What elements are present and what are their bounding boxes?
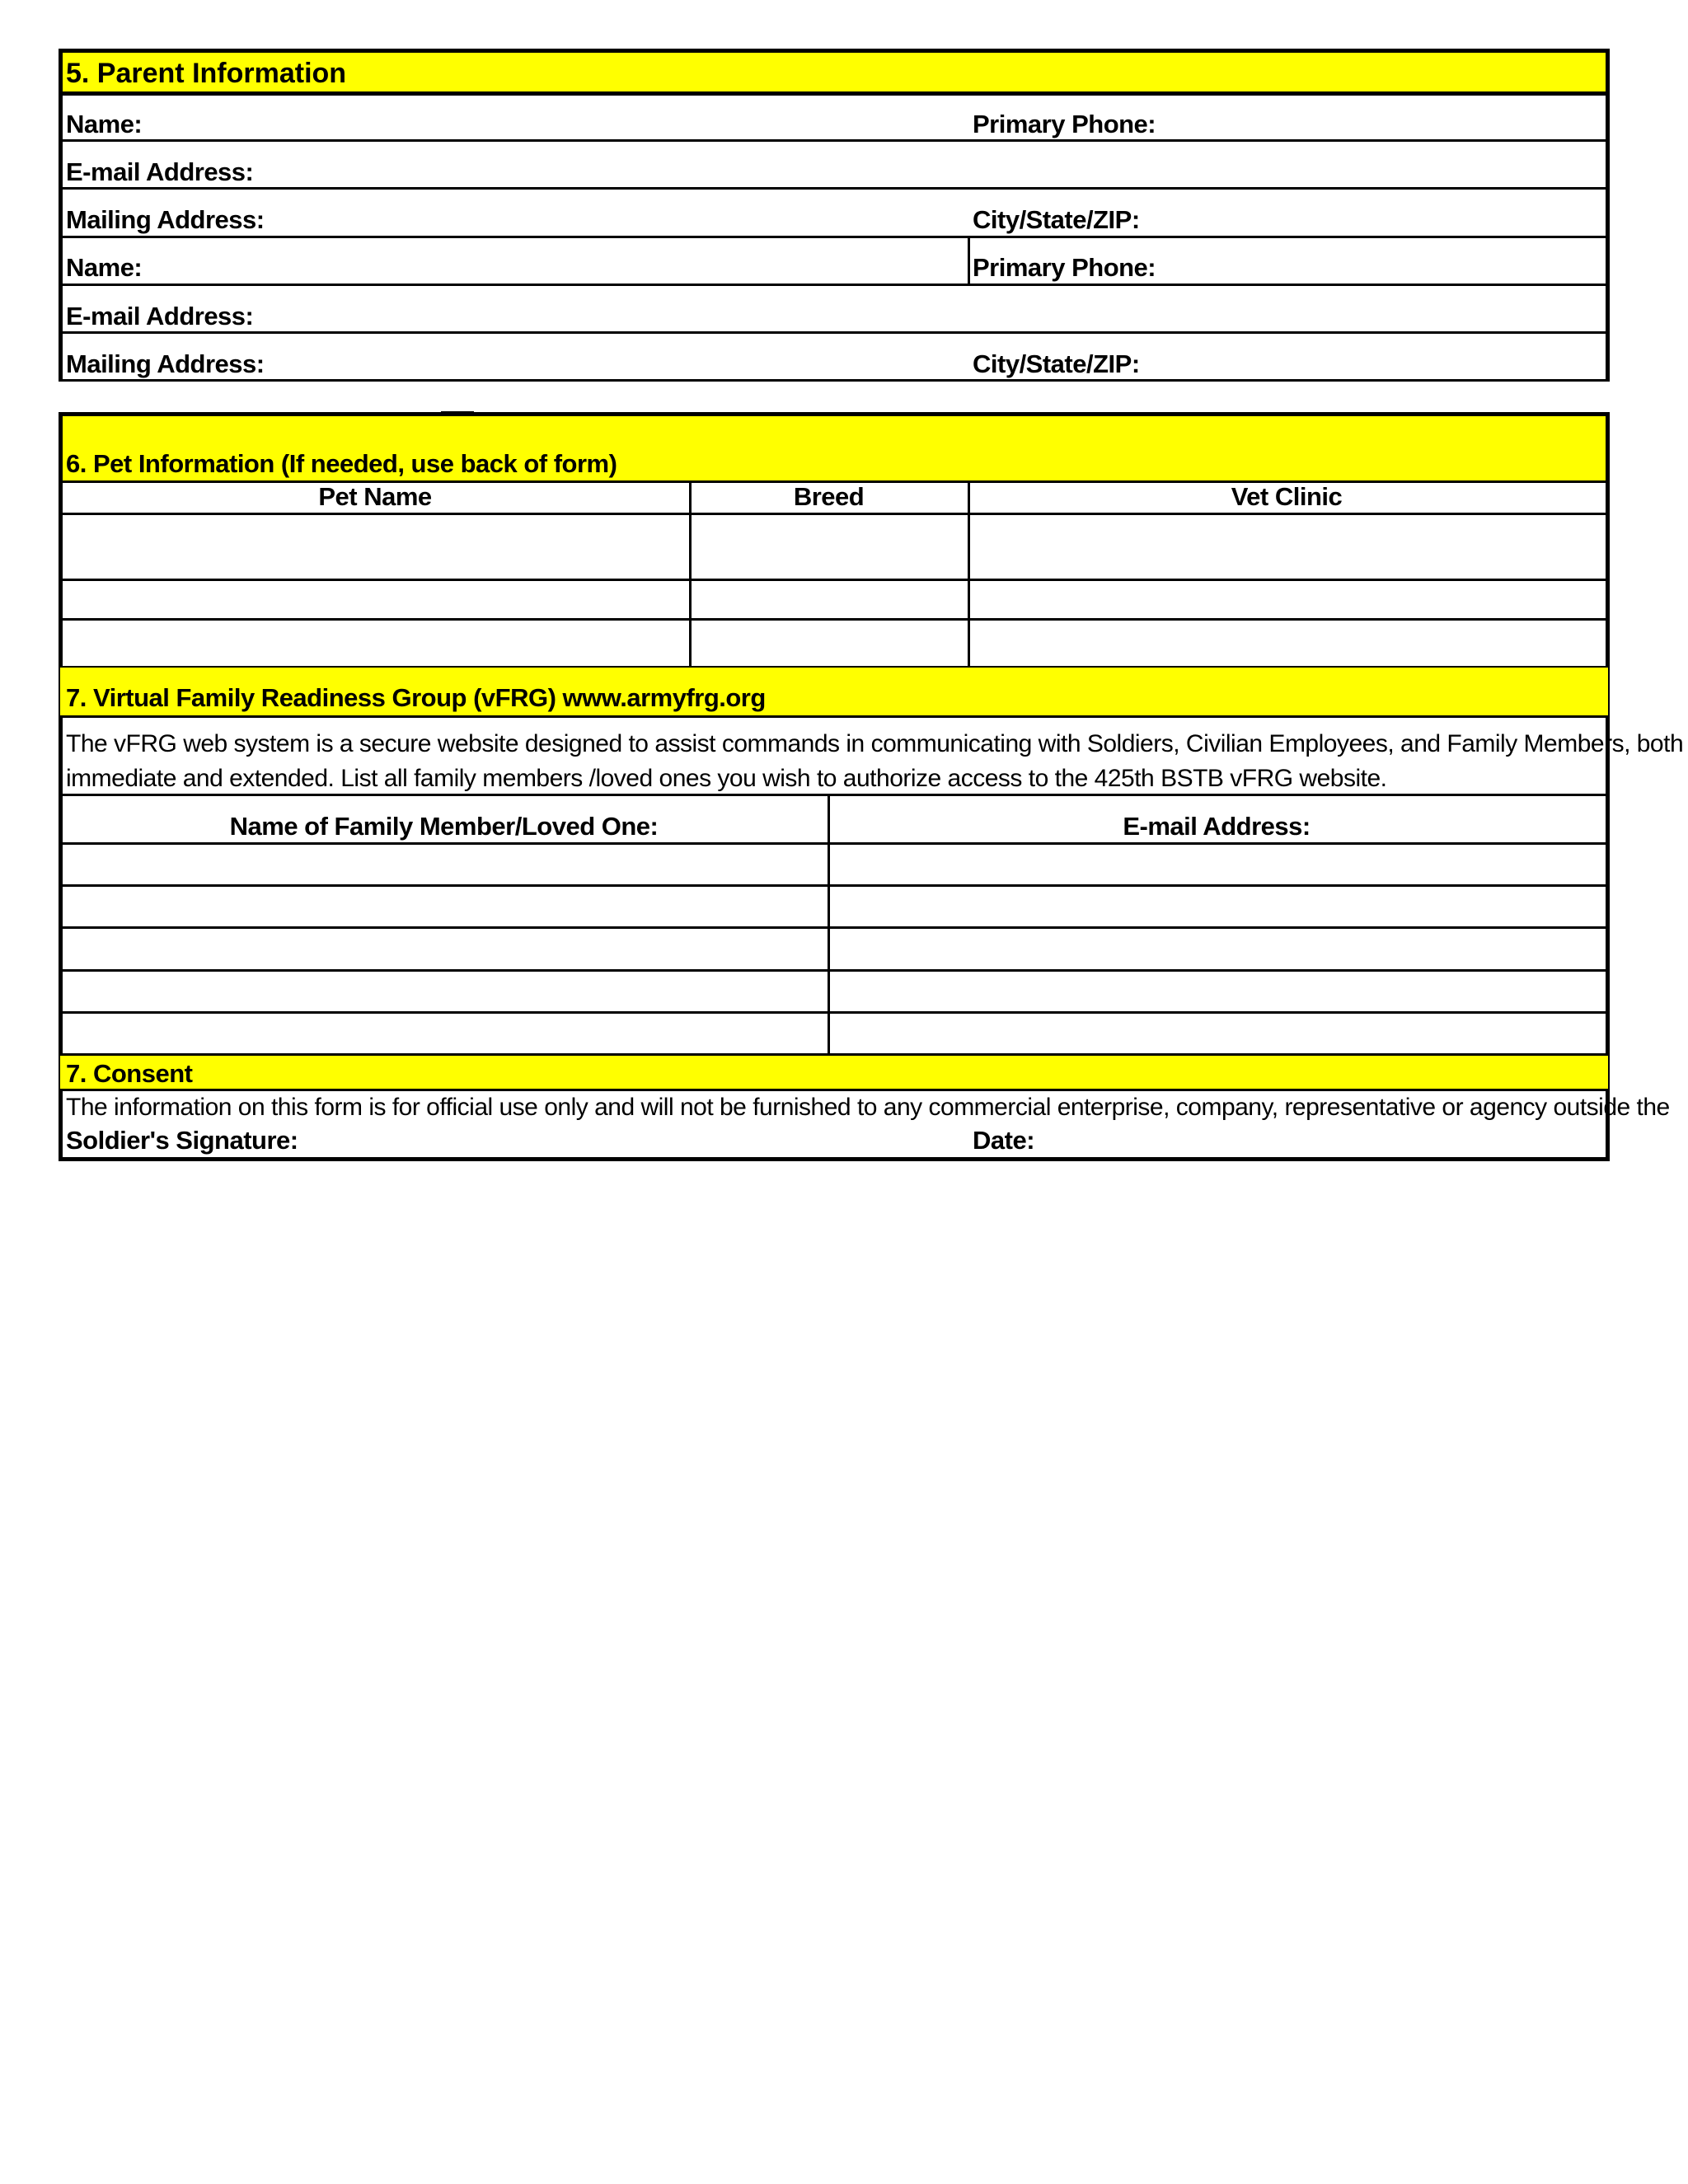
- parent2-email-field[interactable]: [247, 286, 1603, 330]
- section-7-vfrg-title: 7. Virtual Family Readiness Group (vFRG) www.armyfrg.org: [66, 683, 766, 712]
- parent2-name-field[interactable]: [148, 238, 960, 283]
- parent1-phone-field[interactable]: [1146, 94, 1603, 138]
- parent1-phone-label: Primary Phone:: [973, 110, 1156, 138]
- vfrg-description-line-2: immediate and extended. List all family members /loved ones you wish to authorize access to the 425th BSTB vFRG website.: [66, 765, 1387, 792]
- parent2-mailing-label: Mailing Address:: [66, 349, 265, 378]
- parent1-email-field[interactable]: [247, 142, 1603, 186]
- pet-row-2-breed[interactable]: [692, 581, 966, 617]
- parent1-mailing-field[interactable]: [256, 190, 956, 234]
- family-row-4-email[interactable]: [830, 972, 1604, 1010]
- family-row-2-name[interactable]: [63, 887, 826, 926]
- parent2-phone-label: Primary Phone:: [973, 253, 1156, 282]
- family-row-3-email[interactable]: [830, 929, 1604, 968]
- parent2-phone-field[interactable]: [1146, 238, 1603, 283]
- parent2-mailing-field[interactable]: [256, 334, 956, 378]
- date-label: Date:: [973, 1126, 1035, 1155]
- parent1-name-field[interactable]: [148, 94, 956, 138]
- section-7-consent-header: [60, 1056, 1608, 1089]
- signature-label: Soldier's Signature:: [66, 1126, 298, 1155]
- cell-divider: [968, 237, 970, 284]
- row-divider: [60, 715, 1608, 718]
- pet-name-col-header: Pet Name: [318, 482, 432, 511]
- parent2-city-label: City/State/ZIP:: [973, 349, 1140, 378]
- family-name-col-header: Name of Family Member/Loved One:: [229, 812, 659, 841]
- section-6-title: 6. Pet Information (If needed, use back of form): [66, 449, 617, 478]
- parent1-name-label: Name:: [66, 110, 143, 138]
- pet-row-3-breed[interactable]: [692, 621, 966, 665]
- family-row-5-name[interactable]: [63, 1014, 826, 1052]
- family-row-5-email[interactable]: [830, 1014, 1604, 1052]
- pet-row-1-name[interactable]: [63, 515, 687, 578]
- row-divider: [60, 794, 1608, 796]
- family-row-3-name[interactable]: [63, 929, 826, 968]
- pet-row-3-vet[interactable]: [970, 621, 1604, 665]
- section-7-consent-title: 7. Consent: [66, 1059, 193, 1088]
- pet-row-2-vet[interactable]: [970, 581, 1604, 617]
- parent1-city-field[interactable]: [1137, 190, 1603, 234]
- family-row-1-name[interactable]: [63, 845, 826, 883]
- vet-clinic-col-header: Vet Clinic: [1231, 482, 1343, 511]
- parent1-email-label: E-mail Address:: [66, 157, 254, 186]
- parent1-city-label: City/State/ZIP:: [973, 205, 1140, 234]
- breed-col-header: Breed: [793, 482, 865, 511]
- parent2-city-field[interactable]: [1137, 334, 1603, 378]
- family-email-col-header: E-mail Address:: [1123, 812, 1311, 841]
- section-5-title: 5. Parent Information: [66, 58, 347, 89]
- section-5-bottom-border: [59, 379, 1610, 382]
- section-5-top-border: [59, 49, 1610, 53]
- vfrg-description-line-1: The vFRG web system is a secure website designed to assist commands in communicating with Soldiers, Civilian Employees, and Family Members, both: [66, 730, 1684, 757]
- section-6-top-border: [59, 412, 1610, 416]
- parent2-email-label: E-mail Address:: [66, 302, 254, 330]
- pet-row-1-breed[interactable]: [692, 515, 966, 578]
- family-row-2-email[interactable]: [830, 887, 1604, 926]
- parent2-name-label: Name:: [66, 253, 143, 282]
- pet-row-1-vet[interactable]: [970, 515, 1604, 578]
- consent-text: The information on this form is for official use only and will not be furnished to any commercial enterprise, company, representative or agency outside the: [66, 1094, 1670, 1121]
- family-row-4-name[interactable]: [63, 972, 826, 1010]
- form-bottom-border: [59, 1157, 1610, 1161]
- signature-field[interactable]: [288, 1122, 956, 1155]
- date-field[interactable]: [1039, 1122, 1603, 1155]
- section-6-right-border: [1606, 412, 1610, 1160]
- family-row-1-email[interactable]: [830, 845, 1604, 883]
- parent1-mailing-label: Mailing Address:: [66, 205, 265, 234]
- pet-row-3-name[interactable]: [63, 621, 687, 665]
- pet-row-2-name[interactable]: [63, 581, 687, 617]
